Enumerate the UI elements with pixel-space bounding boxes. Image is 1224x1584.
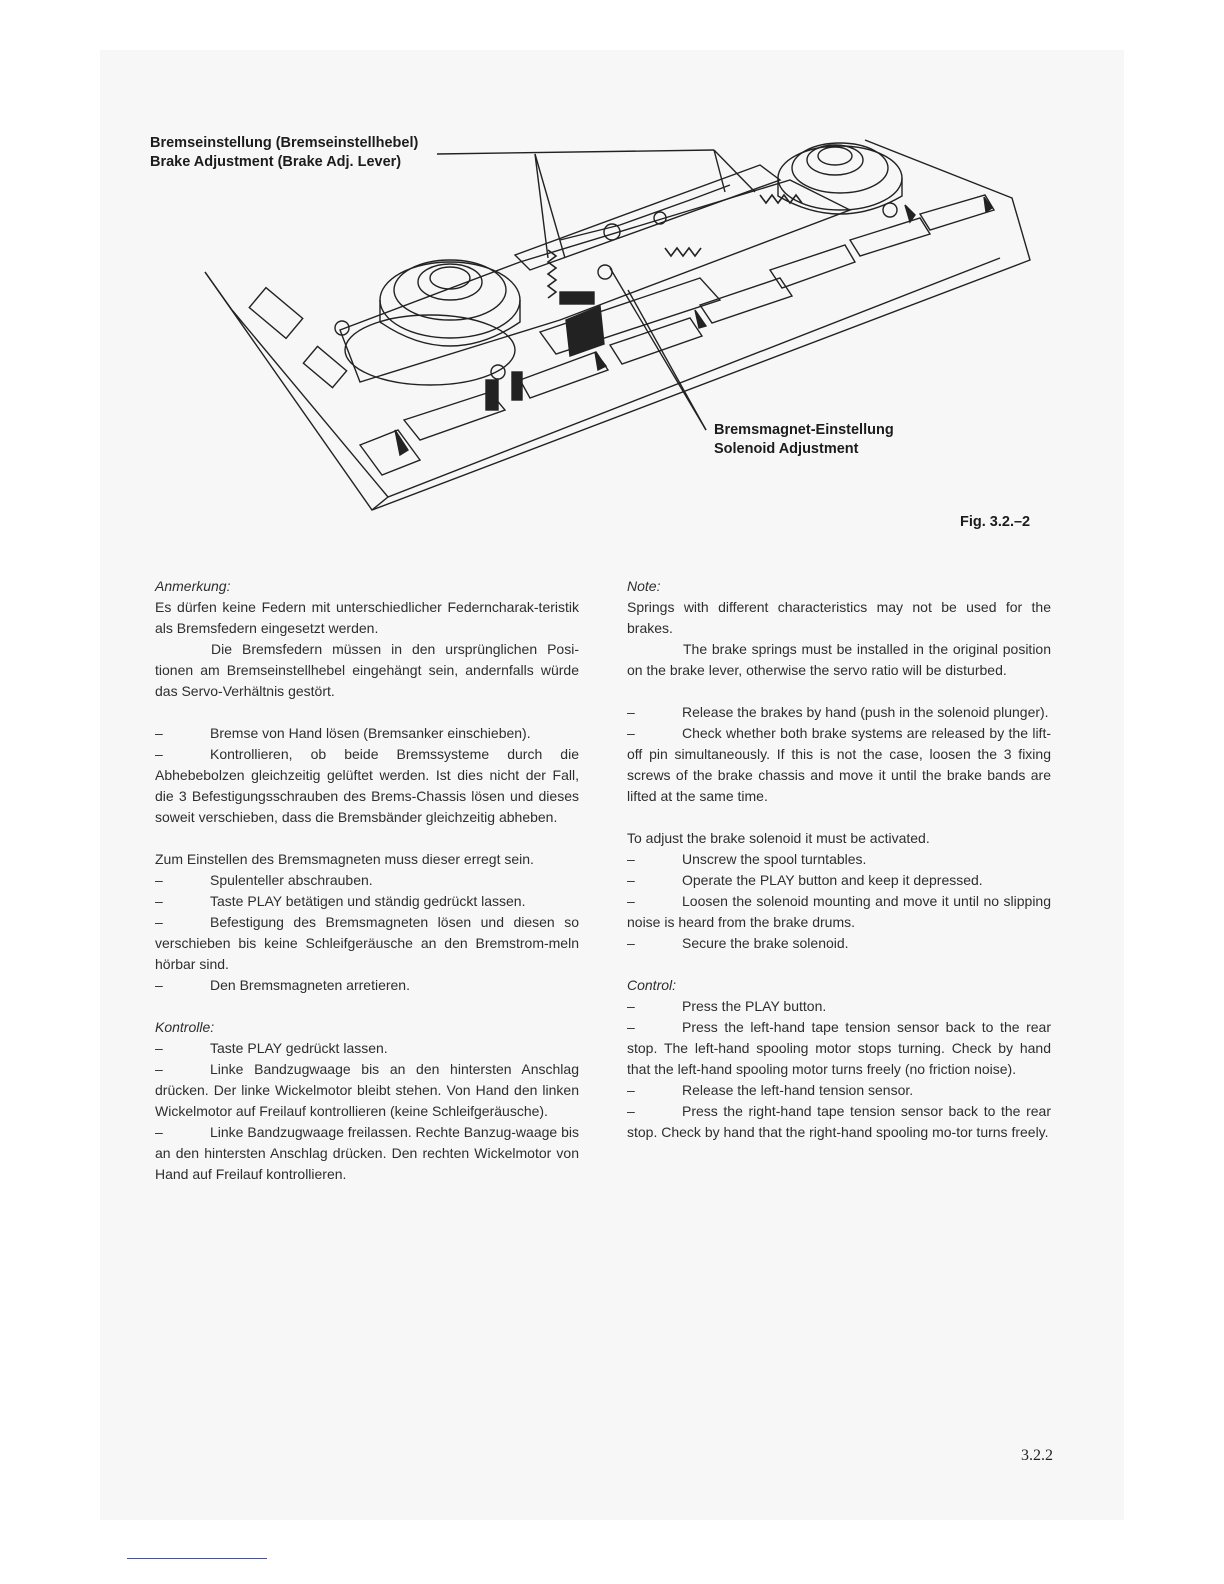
list-item: – Linke Bandzugwaage freilassen. Rechte Banzug-waage bis an den hintersten Anschlag drücken. Den rechten Wickelmotor von Hand auf Freilauf kontrollieren. (155, 1124, 579, 1182)
brake-adjustment-label (150, 134, 418, 172)
control-heading-en: Control: (627, 977, 677, 993)
control-steps-de (155, 1038, 579, 1185)
figure-caption: Fig. 3.2.–2 (960, 514, 1031, 530)
german-column (155, 576, 579, 1185)
solenoid-steps-de (155, 870, 579, 996)
note-paragraph-de-1: Es dürfen keine Federn mit unterschiedlicher Federncharak-teristik als Bremsfedern eingesetzt werden. (155, 599, 579, 636)
list-item: – Linke Bandzugwaage bis an den hintersten Anschlag drücken. Der linke Wickelmotor bleibt stehen. Von Hand den linken Wickelmotor auf Freilauf kontrollieren (keine Schleifgeräusche). (155, 1061, 579, 1119)
solenoid-adjustment-label-de: Bremsmagnet-Einstellung (714, 422, 894, 438)
note-heading-de: Anmerkung: (155, 578, 231, 594)
brake-release-steps-de (155, 723, 579, 828)
solenoid-steps-en (627, 849, 1051, 954)
list-item: – Press the left-hand tape tension sensor back to the rear stop. The left-hand spooling motor stops turning. Check by hand that the left-hand spooling motor turns freely (no friction noise). (627, 1019, 1051, 1077)
brake-release-steps-en (627, 702, 1051, 807)
list-item: – Unscrew the spool turntables. (627, 851, 867, 867)
solenoid-intro-de: Zum Einstellen des Bremsmagneten muss dieser erregt sein. (155, 851, 534, 867)
brake-mechanism-drawing (0, 0, 1224, 560)
control-steps-en (627, 996, 1051, 1143)
list-item: – Release the brakes by hand (push in the solenoid plunger). (627, 704, 1049, 720)
list-item: – Press the PLAY button. (627, 998, 827, 1014)
list-item: – Den Bremsmagneten arretieren. (155, 977, 410, 993)
list-item: – Bremse von Hand lösen (Bremsanker einschieben). (155, 725, 531, 741)
list-item: – Spulenteller abschrauben. (155, 872, 373, 888)
list-item: – Befestigung des Bremsmagneten lösen und diesen so verschieben bis keine Schleifgeräusche an den Bremstrom-meln hörbar sind. (155, 914, 579, 972)
list-item: – Check whether both brake systems are released by the lift-off pin simultaneously. If this is not the case, loosen the 3 fixing screws of the brake chassis and move it until the brake bands are lifted at the same time. (627, 725, 1051, 804)
list-item: – Secure the brake solenoid. (627, 935, 849, 951)
control-heading-de: Kontrolle: (155, 1019, 215, 1035)
brake-adjustment-label-en: Brake Adjustment (Brake Adj. Lever) (150, 154, 402, 170)
page-number: 3.2.2 (1021, 1447, 1053, 1464)
list-item: – Press the right-hand tape tension sensor back to the rear stop. Check by hand that the right-hand spooling mo-tor turns freely. (627, 1103, 1051, 1140)
brake-adjustment-label-de: Bremseinstellung (Bremseinstellhebel) (150, 135, 419, 151)
note-paragraph-en-2: The brake springs must be installed in the original position on the brake lever, otherwise the servo ratio will be disturbed. (627, 641, 1051, 678)
list-item: – Operate the PLAY button and keep it depressed. (627, 872, 983, 888)
list-item: – Kontrollieren, ob beide Bremssysteme durch die Abhebebolzen gleichzeitig gelüftet werden. Ist dies nicht der Fall, die 3 Befestigungsschrauben des Brems-Chassis lösen und dieses soweit verschieben, dass die Bremsbänder gleichzeitig abheben. (155, 746, 579, 825)
list-item: – Taste PLAY betätigen und ständig gedrückt lassen. (155, 893, 526, 909)
list-item: – Release the left-hand tension sensor. (627, 1082, 914, 1098)
solenoid-adjustment-label-en: Solenoid Adjustment (714, 441, 859, 457)
note-heading-en: Note: (627, 578, 661, 594)
list-item: – Loosen the solenoid mounting and move it until no slipping noise is heard from the brake drums. (627, 893, 1051, 930)
note-paragraph-en-1: Springs with different characteristics may not be used for the brakes. (627, 599, 1051, 636)
footer-divider (127, 1558, 267, 1559)
solenoid-adjustment-label (714, 421, 894, 459)
list-item: – Taste PLAY gedrückt lassen. (155, 1040, 388, 1056)
solenoid-intro-en: To adjust the brake solenoid it must be activated. (627, 830, 930, 846)
english-column (627, 576, 1051, 1143)
note-paragraph-de-2: Die Bremsfedern müssen in den ursprünglichen Posi-tionen am Bremseinstellhebel eingehängt sein, andernfalls würde das Servo-Verhältnis gestört. (155, 641, 579, 699)
